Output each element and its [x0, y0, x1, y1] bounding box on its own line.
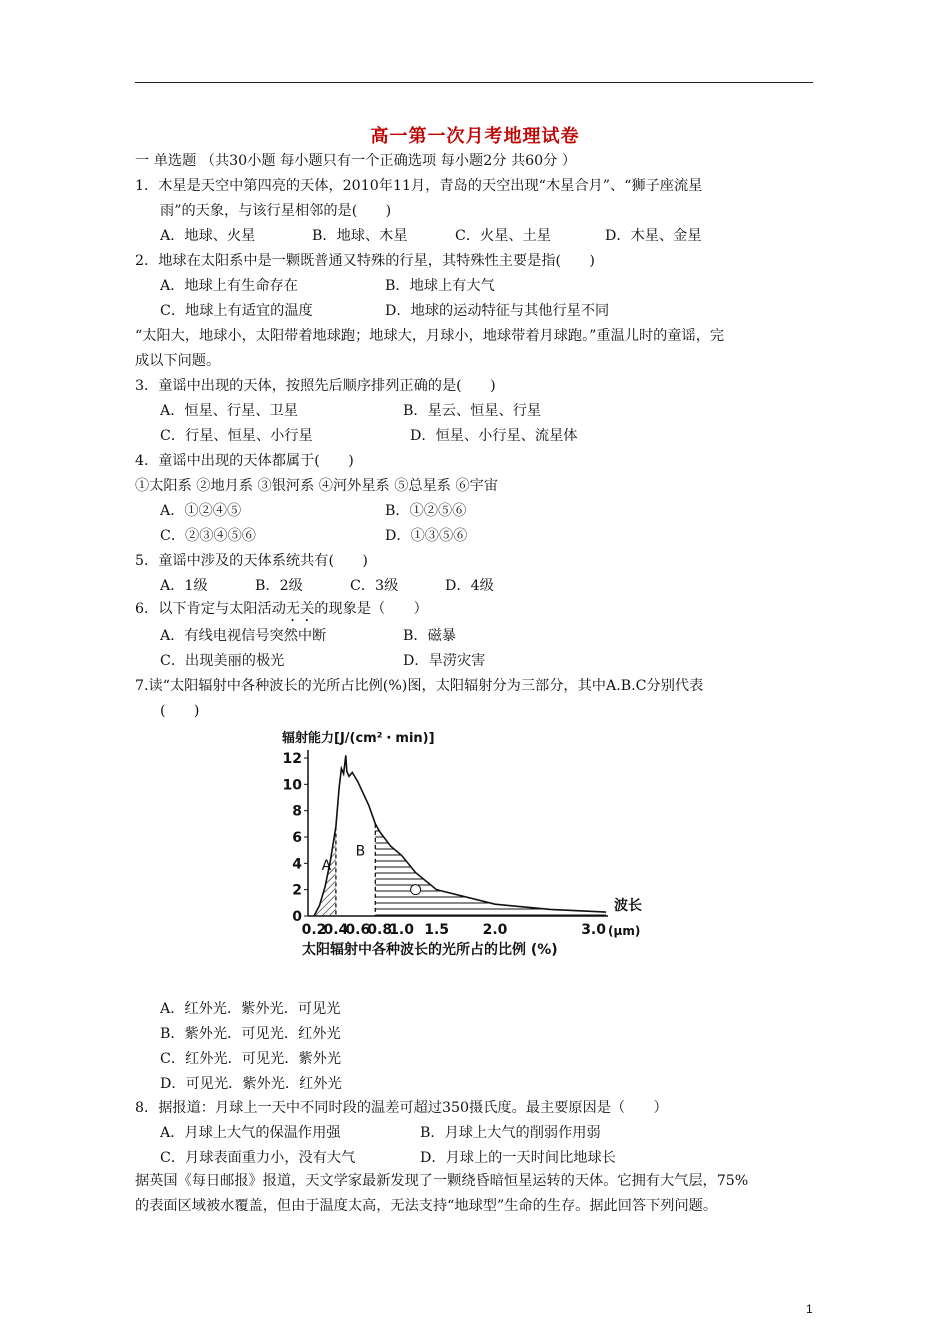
q8-option-d[interactable]: D．月球上的一天时间比地球长	[420, 1150, 616, 1166]
q5-stem: 5．童谣中涉及的天体系统共有( )	[135, 553, 368, 569]
q7-option-c[interactable]: C．红外光．可见光．紫外光	[160, 1051, 342, 1067]
chart-region-label-a: A	[321, 857, 332, 874]
q5-option-c[interactable]: C．3级	[350, 578, 399, 594]
q6-option-b[interactable]: B．磁暴	[403, 628, 456, 644]
q5-option-a[interactable]: A．1级	[160, 578, 208, 594]
passage1-line2: 成以下问题。	[135, 353, 221, 369]
chart-x-tick: 3.0	[581, 922, 606, 938]
solar-radiation-chart	[270, 720, 670, 960]
q2-stem: 2．地球在太阳系中是一颗既普通又特殊的行星，其特殊性主要是指( )	[135, 253, 595, 269]
q4-option-a[interactable]: A．①②④⑤	[160, 503, 242, 519]
q5-option-b[interactable]: B．2级	[255, 578, 303, 594]
q6-stem-part2: 的现象是（ ）	[314, 601, 428, 617]
q5-option-d[interactable]: D．4级	[445, 578, 494, 594]
passage2-line1: 据英国《每日邮报》报道，天文学家最新发现了一颗绕昏暗恒星运转的天体。它拥有大气层，75%	[135, 1173, 749, 1189]
chart-y-tick: 2	[292, 882, 302, 899]
q8-option-c[interactable]: C．月球表面重力小，没有大气	[160, 1150, 356, 1166]
q2-option-a[interactable]: A．地球上有生命存在	[160, 278, 298, 294]
chart-y-tick: 6	[292, 830, 302, 846]
chart-xlabel: 波长	[614, 898, 642, 914]
q2-option-b[interactable]: B．地球上有大气	[385, 278, 495, 294]
chart-y-tick: 8	[292, 803, 302, 820]
chart-x-tick: 0.2	[301, 922, 327, 938]
chart-y-ticks	[283, 751, 308, 925]
q4-stem: 4．童谣中出现的天体都属于( )	[135, 453, 354, 469]
q2-option-d[interactable]: D．地球的运动特征与其他行星不同	[385, 303, 610, 319]
chart-y-tick: 12	[282, 751, 302, 767]
q7-option-d[interactable]: D．可见光．紫外光．红外光	[160, 1076, 342, 1092]
chart-x-tick: 1.0	[389, 922, 415, 938]
chart-x-unit: (μm)	[608, 924, 641, 938]
chart-y-tick: 4	[292, 856, 302, 873]
q7-option-b[interactable]: B．紫外光．可见光．红外光	[160, 1026, 341, 1042]
q7-option-a[interactable]: A．红外光．紫外光．可见光	[160, 1001, 341, 1017]
q4-option-d[interactable]: D．①③⑤⑥	[385, 528, 468, 544]
chart-region-c	[375, 824, 606, 916]
chart-x-ticks	[302, 922, 607, 938]
q3-stem: 3．童谣中出现的天体，按照先后顺序排列正确的是( )	[135, 378, 496, 394]
chart-region-label-b: B	[355, 843, 366, 860]
q1-option-a[interactable]: A．地球、火星	[160, 228, 256, 244]
q6-option-a[interactable]: A．有线电视信号突然中断	[160, 628, 327, 644]
page-number: 1	[806, 1302, 813, 1316]
q6-option-c[interactable]: C．出现美丽的极光	[160, 653, 285, 669]
q6-stem-emphasis: 无关	[285, 601, 315, 617]
q6-option-d[interactable]: D．旱涝灾害	[403, 653, 486, 669]
q6-stem	[135, 599, 428, 625]
q3-option-a[interactable]: A．恒星、行星、卫星	[160, 403, 298, 419]
q3-option-c[interactable]: C．行星、恒星、小行星	[160, 428, 313, 444]
chart-x-tick: 0.4	[323, 922, 349, 938]
chart-region-label-c	[411, 885, 421, 895]
chart-title: 太阳辐射中各种波长的光所占的比例 (%)	[302, 942, 558, 958]
chart-areas	[314, 755, 606, 916]
paper-title: 高一第一次月考地理试卷	[370, 126, 580, 147]
chart-x-tick: 2.0	[482, 922, 508, 938]
q8-stem: 8．据报道：月球上一天中不同时段的温差可超过350摄氏度。最主要原因是（ ）	[135, 1100, 668, 1116]
q7-stem-line2: ( )	[160, 703, 200, 719]
q8-option-b[interactable]: B．月球上大气的削弱作用弱	[420, 1125, 601, 1141]
chart-x-tick: 1.5	[424, 922, 450, 938]
q6-stem-part1: 6．以下肯定与太阳活动	[135, 601, 286, 617]
q3-option-d[interactable]: D．恒星、小行星、流星体	[410, 428, 578, 444]
q1-option-c[interactable]: C．火星、土星	[455, 228, 551, 244]
q1-option-b[interactable]: B．地球、木星	[312, 228, 408, 244]
q7-stem-line1: 7.读“太阳辐射中各种波长的光所占比例(%)图，太阳辐射分为三部分，其中A.B.C分别代表	[135, 678, 704, 694]
q1-stem-line2: 雨”的天象，与该行星相邻的是( )	[160, 203, 392, 219]
q4-option-c[interactable]: C．②③④⑤⑥	[160, 528, 256, 544]
chart-x-tick: 0.8	[367, 922, 393, 938]
section-heading: 一 单选题 （共30小题 每小题只有一个正确选项 每小题2分 共60分 ）	[135, 153, 577, 169]
chart-y-tick: 10	[282, 777, 302, 794]
chart-y-tick: 0	[292, 909, 302, 925]
q1-option-d[interactable]: D．木星、金星	[605, 228, 702, 244]
q8-option-a[interactable]: A．月球上大气的保温作用强	[160, 1125, 341, 1141]
passage2-line2: 的表面区域被水覆盖，但由于温度太高，无法支持“地球型”生命的生存。据此回答下列问题。	[135, 1198, 718, 1214]
q2-option-c[interactable]: C．地球上有适宜的温度	[160, 303, 313, 319]
chart-ylabel: 辐射能力[J/(cm²・min)]	[282, 731, 435, 746]
q4-option-b[interactable]: B．①②⑤⑥	[385, 503, 467, 519]
header-rule	[135, 82, 813, 83]
passage1-line1: “太阳大，地球小，太阳带着地球跑；地球大，月球小，地球带着月球跑。”重温儿时的童谣，完	[135, 328, 725, 344]
chart-x-tick: 0.6	[345, 922, 371, 938]
q4-items: ①太阳系 ②地月系 ③银河系 ④河外星系 ⑤总星系 ⑥宇宙	[135, 478, 499, 494]
q3-option-b[interactable]: B．星云、恒星、行星	[403, 403, 542, 419]
q1-stem-line1: 1．木星是天空中第四亮的天体，2010年11月，青岛的天空出现“木星合月”、“狮子座流星	[135, 178, 703, 194]
